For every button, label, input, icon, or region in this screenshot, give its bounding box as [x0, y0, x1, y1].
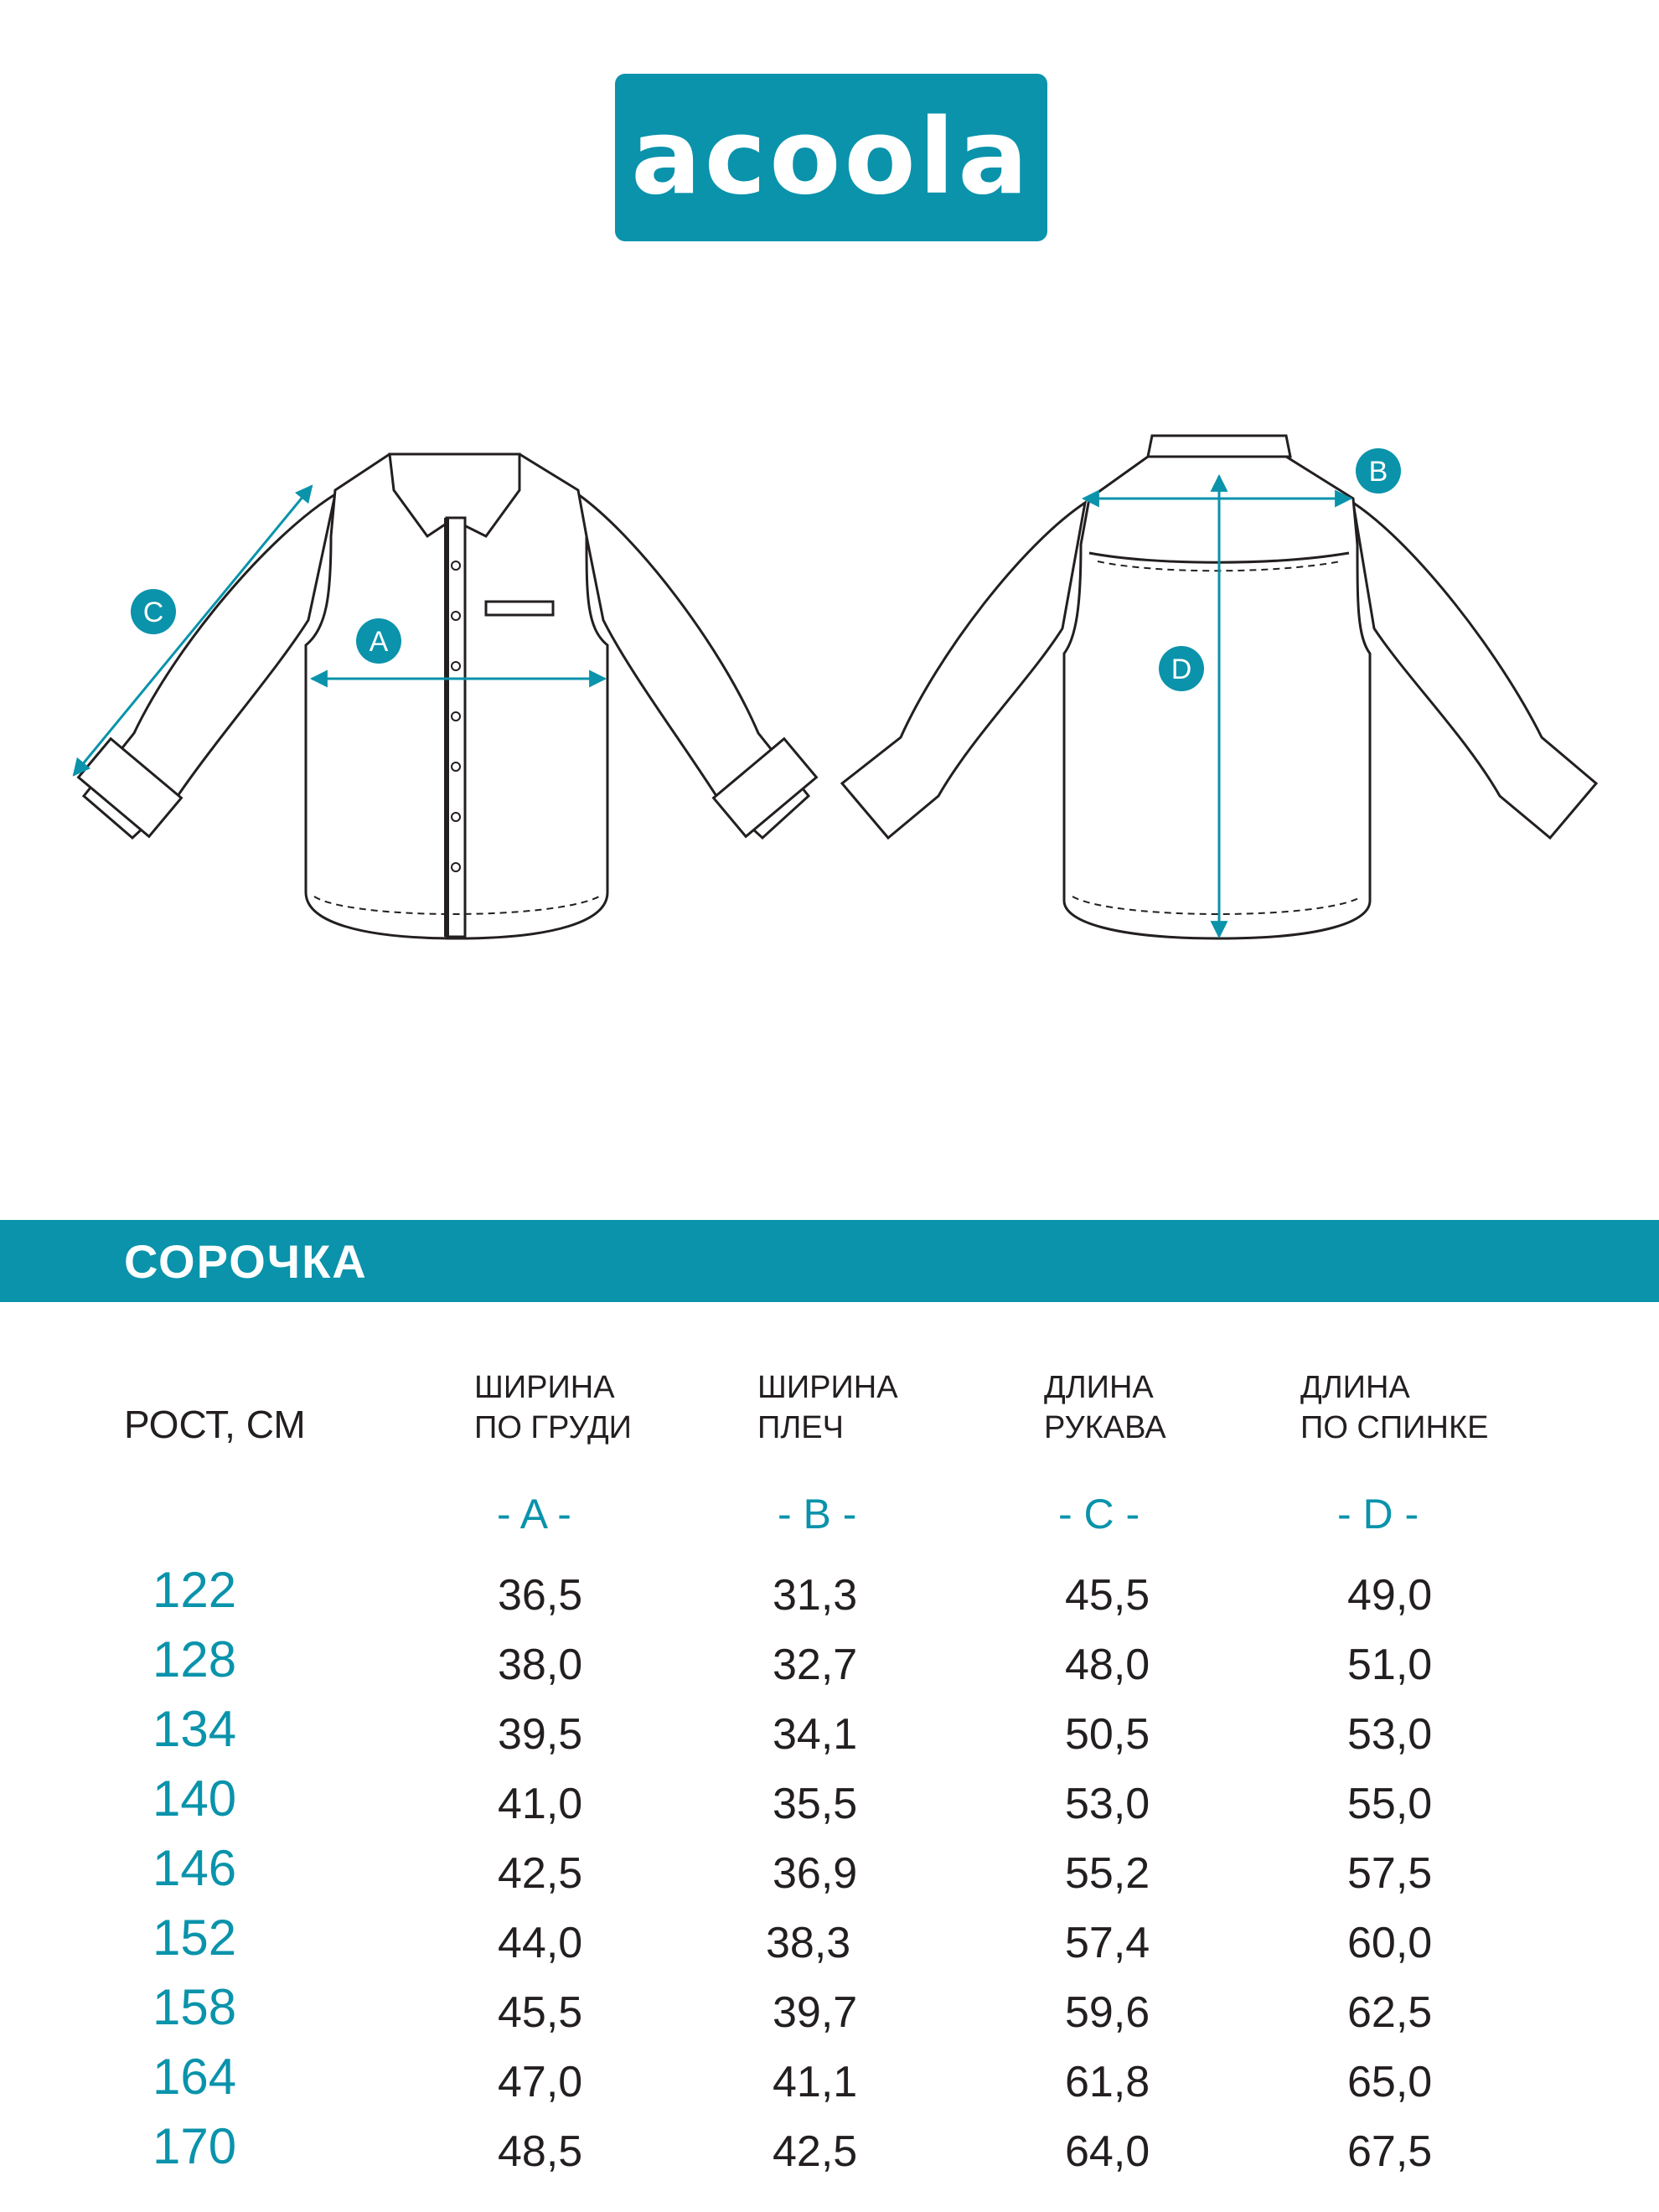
- column-header-c-line1: ДЛИНА: [1044, 1370, 1154, 1405]
- column-header-a-line2: ПО ГРУДИ: [474, 1410, 632, 1445]
- value-d: 65,0: [1347, 2058, 1433, 2106]
- column-header-b: [757, 1367, 898, 1448]
- column-header-a-line1: ШИРИНА: [474, 1370, 615, 1405]
- marker-c-label: C: [142, 597, 164, 628]
- value-b: 32,7: [773, 1641, 858, 1689]
- value-b: 42,5: [773, 2127, 858, 2176]
- value-d: 60,0: [1347, 1919, 1433, 1967]
- value-d: 51,0: [1347, 1641, 1433, 1689]
- rost-header: РОСТ, СМ: [124, 1403, 306, 1446]
- value-c: 59,6: [1065, 1988, 1150, 2037]
- value-a: 48,5: [498, 2127, 583, 2176]
- value-a: 44,0: [498, 1919, 583, 1967]
- rost-value: 122: [152, 1562, 237, 1618]
- column-header-c-line2: РУКАВА: [1044, 1410, 1166, 1445]
- column-header-b-line1: ШИРИНА: [757, 1370, 898, 1405]
- rost-value: 158: [152, 1979, 237, 2035]
- column-letter-a: - A -: [497, 1491, 571, 1538]
- value-d: 55,0: [1347, 1780, 1433, 1828]
- marker-d: [1159, 646, 1204, 691]
- column-header-d-line1: ДЛИНА: [1300, 1370, 1410, 1405]
- value-c: 53,0: [1065, 1780, 1150, 1828]
- value-c: 61,8: [1065, 2058, 1150, 2106]
- marker-b: [1356, 448, 1401, 494]
- column-letter-d: - D -: [1337, 1491, 1419, 1538]
- value-b: 31,3: [773, 1571, 858, 1620]
- value-b: 36,9: [773, 1849, 858, 1898]
- column-letter-c: - C -: [1058, 1491, 1140, 1538]
- value-a: 38,0: [498, 1641, 583, 1689]
- value-d: 49,0: [1347, 1571, 1433, 1620]
- value-b: 34,1: [773, 1710, 858, 1759]
- value-c: 57,4: [1065, 1919, 1150, 1967]
- value-a: 39,5: [498, 1710, 583, 1759]
- shirt-technical-drawing: [0, 402, 1659, 989]
- column-header-b-line2: ПЛЕЧ: [757, 1410, 844, 1445]
- marker-b-label: B: [1368, 456, 1388, 488]
- rost-value: 128: [152, 1631, 237, 1687]
- value-c: 64,0: [1065, 2127, 1150, 2176]
- value-d: 53,0: [1347, 1710, 1433, 1759]
- value-a: 36,5: [498, 1571, 583, 1620]
- value-d: 62,5: [1347, 1988, 1433, 2037]
- value-c: 55,2: [1065, 1849, 1150, 1898]
- rost-value: 140: [152, 1770, 237, 1827]
- column-header-a: [474, 1367, 632, 1448]
- brand-logo: [615, 74, 1047, 241]
- column-header-c: [1044, 1367, 1166, 1448]
- rost-value: 164: [152, 2049, 237, 2105]
- section-header-band: [0, 1220, 1659, 1302]
- marker-a: [356, 618, 401, 664]
- value-b: 38,3: [766, 1919, 851, 1967]
- marker-c: [131, 589, 176, 634]
- value-b: 41,1: [773, 2058, 858, 2106]
- rost-value: 170: [152, 2118, 237, 2174]
- rost-value: 146: [152, 1840, 237, 1896]
- shirt-front-view: [79, 454, 817, 938]
- column-header-d-line2: ПО СПИНКЕ: [1300, 1410, 1489, 1445]
- value-a: 47,0: [498, 2058, 583, 2106]
- value-b: 35,5: [773, 1780, 858, 1828]
- value-d: 57,5: [1347, 1849, 1433, 1898]
- value-d: 67,5: [1347, 2127, 1433, 2176]
- brand-logo-text: acoola: [631, 97, 1031, 218]
- value-b: 39,7: [773, 1988, 858, 2037]
- value-c: 50,5: [1065, 1710, 1150, 1759]
- column-letter-b: - B -: [778, 1491, 857, 1538]
- value-a: 42,5: [498, 1849, 583, 1898]
- value-a: 45,5: [498, 1988, 583, 2037]
- section-title: СОРОЧКА: [124, 1235, 368, 1288]
- value-c: 48,0: [1065, 1641, 1150, 1689]
- marker-d-label: D: [1171, 654, 1192, 685]
- rost-value: 152: [152, 1910, 237, 1966]
- column-header-d: [1300, 1367, 1488, 1448]
- value-c: 45,5: [1065, 1571, 1150, 1620]
- marker-a-label: A: [369, 626, 389, 658]
- value-a: 41,0: [498, 1780, 583, 1828]
- rost-value: 134: [152, 1701, 237, 1757]
